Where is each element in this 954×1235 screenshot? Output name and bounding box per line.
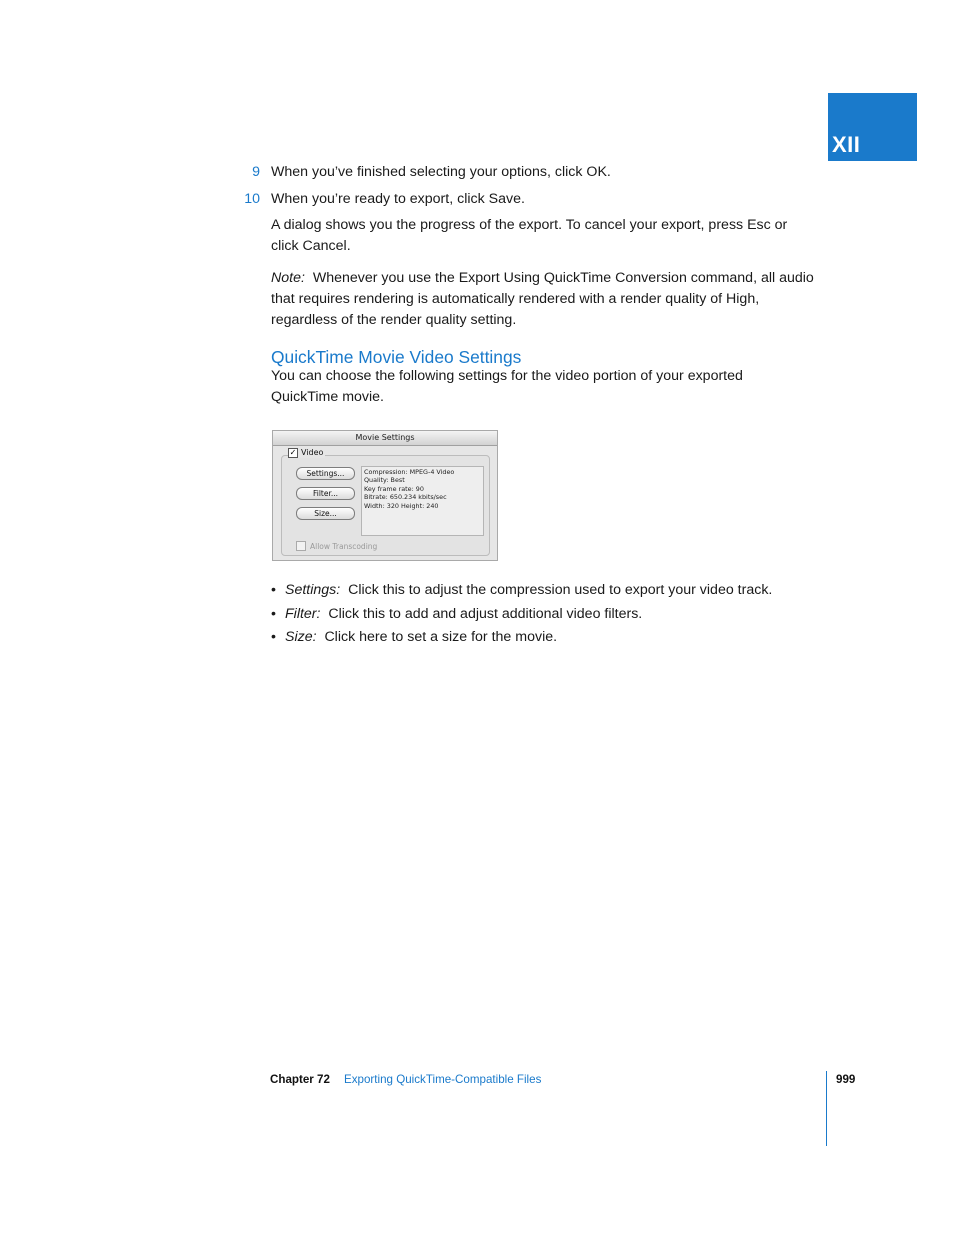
footer-chapter: Chapter 72: [270, 1073, 330, 1086]
video-checkbox-row[interactable]: [288, 447, 325, 458]
step-text-9: When you’ve finished selecting your options, click OK.: [271, 164, 611, 180]
note-paragraph: [271, 268, 819, 330]
bullet-filter: [271, 604, 642, 624]
page-number: 999: [836, 1073, 856, 1086]
info-bitrate: Bitrate: 650.234 kbits/sec: [364, 493, 447, 502]
section-tab-label: XII: [832, 132, 861, 157]
bullet-term-size: Size:: [285, 629, 317, 645]
bullet-term-filter: Filter:: [285, 606, 321, 622]
filter-button[interactable]: Filter...: [296, 487, 355, 500]
bullet-marker: •: [271, 582, 276, 598]
allow-transcoding-label: Allow Transcoding: [310, 541, 378, 551]
bullet-settings: [271, 580, 772, 600]
step-10-detail: A dialog shows you the progress of the export. To cancel your export, press Esc or click Cancel.: [271, 217, 788, 254]
dialog-title: Movie Settings: [273, 431, 497, 446]
video-checkbox-label: Video: [301, 448, 324, 457]
step-number-9: 9: [252, 164, 260, 180]
allow-transcoding-checkbox: [296, 541, 306, 551]
info-dimensions: Width: 320 Height: 240: [364, 501, 439, 510]
movie-settings-dialog: [272, 430, 498, 561]
info-key-frame-rate: Key frame rate: 90: [364, 484, 424, 493]
section-intro: You can choose the following settings for the video portion of your exported QuickTime movie.: [271, 368, 743, 405]
video-checkbox[interactable]: ✓: [289, 447, 297, 457]
size-button[interactable]: Size...: [296, 507, 355, 520]
step-text-10: When you’re ready to export, click Save.: [271, 191, 525, 207]
bullet-term-settings: Settings:: [285, 582, 341, 598]
bullet-marker: •: [271, 629, 276, 645]
footer-chapter-title: Exporting QuickTime-Compatible Files: [344, 1073, 542, 1086]
settings-button[interactable]: Settings...: [296, 467, 355, 480]
info-compression: Compression: MPEG-4 Video: [364, 468, 455, 476]
bullet-text-filter: Click this to add and adjust additional video filters.: [328, 606, 643, 622]
section-heading: QuickTime Movie Video Settings: [271, 347, 522, 367]
note-text: Whenever you use the Export Using QuickTime Conversion command, all audio that requires rendering is automatically rendered with a render quality of High, regardless of the render quality setting.: [271, 270, 814, 328]
step-number-10: 10: [244, 191, 260, 207]
video-info-box: [361, 466, 484, 536]
bullet-size: [271, 627, 557, 647]
bullet-marker: •: [271, 606, 276, 622]
bullet-text-size: Click here to set a size for the movie.: [324, 629, 558, 645]
note-label: Note:: [271, 270, 305, 286]
info-quality: Quality: Best: [364, 476, 405, 485]
bullet-text-settings: Click this to adjust the compression used to export your video track.: [348, 582, 773, 598]
section-tab: [828, 93, 917, 161]
allow-transcoding-row: [296, 541, 377, 551]
footer-divider: [826, 1071, 827, 1146]
